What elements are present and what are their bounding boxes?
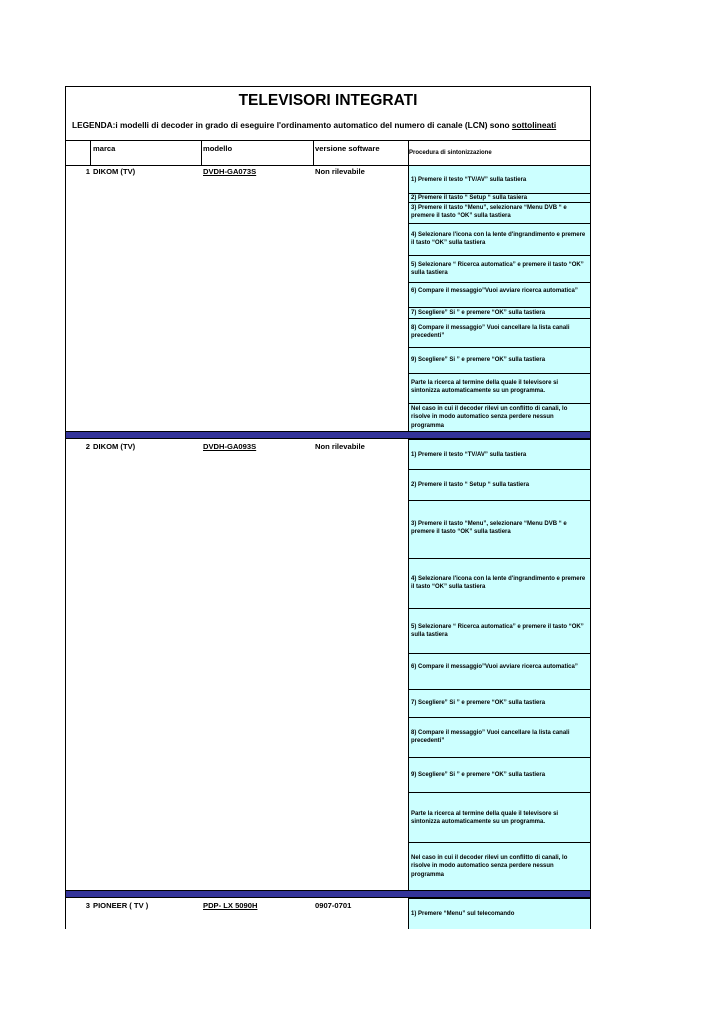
legend-text: LEGENDA:i modelli di decoder in grado di eseguire l'ordinamento automatico del numero di canale (LCN) sono xyxy=(72,120,512,130)
procedure-step: 6) Compare il messaggio”Vuoi avviare ricerca automatica” xyxy=(408,282,590,307)
header-marca: marca xyxy=(93,144,116,153)
procedure-step: 1) Premere il testo “TV/AV” sulla tastiera xyxy=(408,165,590,193)
procedure-step: 3) Premere il tasto “Menu”, selezionare “Menu DVB “ e premere il tasto “OK” sulla tastiera xyxy=(408,500,590,558)
procedure-step: 5) Selezionare “ Ricerca automatica” e premere il tasto “OK” sulla tastiera xyxy=(408,255,590,282)
row-versione: Non rilevabile xyxy=(315,442,365,451)
legend-underlined: sottolineati xyxy=(511,120,557,130)
col-divider xyxy=(313,140,314,165)
row-number: 3 xyxy=(85,901,90,910)
procedure-step: 7) Scegliere” Si ” e premere “OK” sulla tastiera xyxy=(408,689,590,717)
procedure-step: 1) Premere “Menu” sul telecomando xyxy=(408,898,590,929)
procedure-step: 7) Scegliere” Si ” e premere “OK” sulla tastiera xyxy=(408,307,590,318)
procedure-step: 9) Scegliere” Si ” e premere “OK” sulla tastiera xyxy=(408,757,590,792)
procedure-step: 9) Scegliere” Si ” e premere “OK” sulla tastiera xyxy=(408,347,590,373)
row-number: 1 xyxy=(85,167,90,176)
header-versione: versione software xyxy=(315,144,380,153)
procedure-step: 4) Selezionare l'icona con la lente d'ingrandimento e premere il tasto “OK” sulla tastiera xyxy=(408,558,590,608)
spreadsheet-page xyxy=(65,86,591,929)
row-number: 2 xyxy=(85,442,90,451)
procedure-step: 3) Premere il tasto “Menu”, selezionare “Menu DVB “ e premere il tasto “OK” sulla tastiera xyxy=(408,202,590,223)
row-versione: 0907-0701 xyxy=(315,901,352,910)
procedure-step: 2) Premere il tasto “ Setup “ sulla tasiera xyxy=(408,193,590,202)
row-modello: PDP- LX 5090H xyxy=(203,901,258,910)
procedure-step: Parte la ricerca al termine della quale il televisore si sintonizza automaticamente su un programma. xyxy=(408,373,590,403)
row-modello: DVDH-GA073S xyxy=(203,167,257,176)
procedure-step: 8) Compare il messaggio” Vuoi cancellare la lista canali precedenti” xyxy=(408,318,590,347)
procedure-step: 5) Selezionare “ Ricerca automatica” e premere il tasto “OK” sulla tastiera xyxy=(408,608,590,653)
procedure-step: 6) Compare il messaggio”Vuoi avviare ricerca automatica” xyxy=(408,653,590,689)
row-marca: PIONEER ( TV ) xyxy=(93,901,149,910)
header-modello: modello xyxy=(203,144,233,153)
procedure-step: Parte la ricerca al termine della quale il televisore si sintonizza automaticamente su un programma. xyxy=(408,792,590,842)
row-modello: DVDH-GA093S xyxy=(203,442,257,451)
row-versione: Non rilevabile xyxy=(315,167,365,176)
row-separator xyxy=(66,431,590,439)
procedure-step: 4) Selezionare l'icona con la lente d'ingrandimento e premere il tasto “OK” sulla tastiera xyxy=(408,223,590,255)
procedure-step: 1) Premere il testo “TV/AV” sulla tastiera xyxy=(408,439,590,469)
row-separator xyxy=(66,890,590,898)
header-top-border xyxy=(66,140,590,141)
procedure-step: Nel caso in cui il decoder rilevi un conflitto di canali, lo risolve in modo automatico senza perdere nessun programma xyxy=(408,842,590,890)
page-title: TELEVISORI INTEGRATI xyxy=(238,92,418,109)
header-procedura: Procedura di sintonizzazione xyxy=(409,150,492,156)
legend xyxy=(72,120,556,130)
row-marca: DIKOM (TV) xyxy=(93,442,136,451)
row-marca: DIKOM (TV) xyxy=(93,167,136,176)
procedure-step: 2) Premere il tasto “ Setup “ sulla tastiera xyxy=(408,469,590,500)
procedure-step: 8) Compare il messaggio” Vuoi cancellare la lista canali precedenti” xyxy=(408,717,590,757)
col-divider xyxy=(90,140,91,165)
procedure-step: Nel caso in cui il decoder rilevi un conflitto di canali, lo risolve in modo automatico senza perdere nessun programma xyxy=(408,403,590,431)
col-divider xyxy=(201,140,202,165)
